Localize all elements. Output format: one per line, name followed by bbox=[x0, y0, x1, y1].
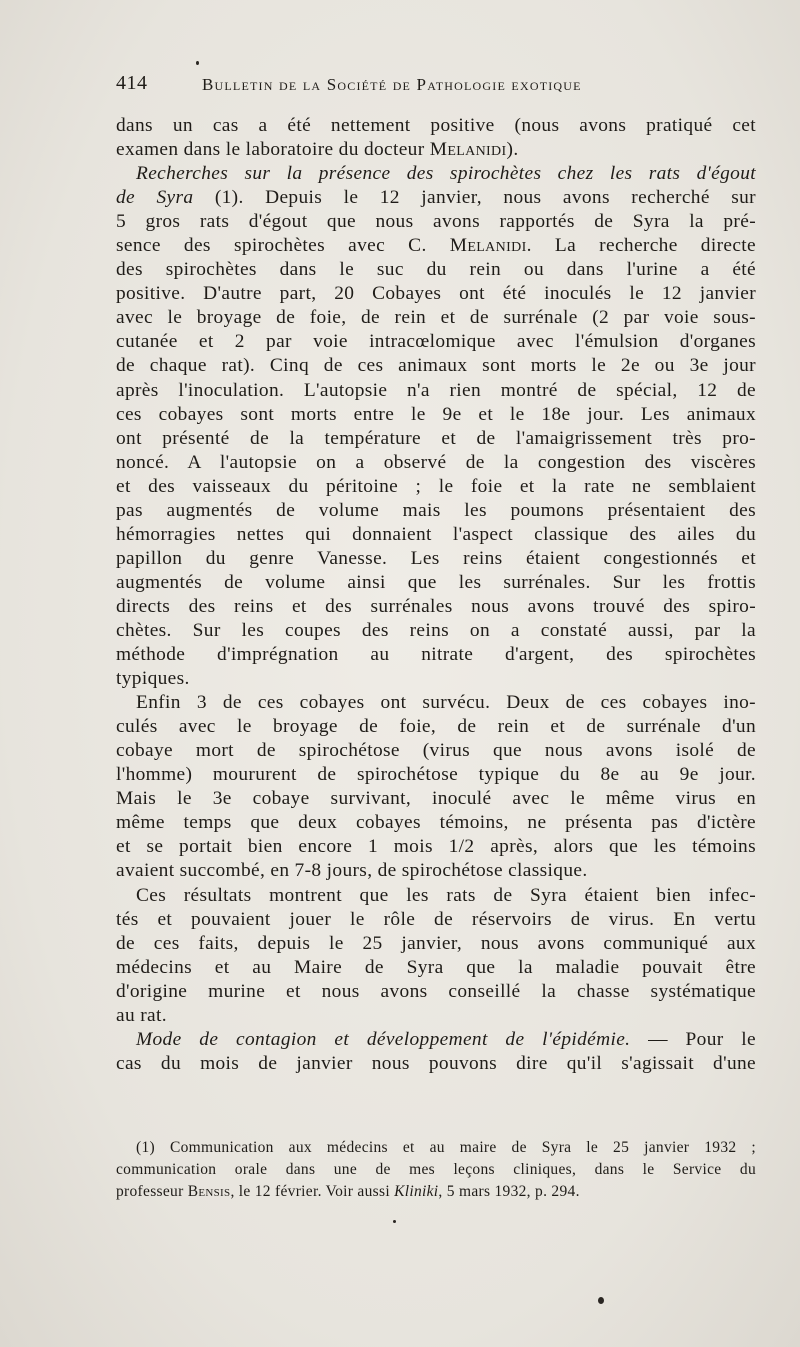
section-heading: Mode de contagion et développement de l'épidémie. bbox=[136, 1028, 631, 1050]
text-line bbox=[116, 138, 756, 162]
section-heading-continued: de Syra bbox=[116, 187, 194, 209]
text-span: . La recherche directe bbox=[526, 235, 756, 257]
text-line: cas du mois de janvier nous pouvons dire qu'il s'agissait d'une bbox=[116, 1052, 756, 1074]
ink-speck bbox=[196, 61, 199, 65]
text-line: et se portait bien encore 1 mois 1/2 après, alors que les témoins bbox=[116, 836, 756, 858]
ink-speck bbox=[393, 1220, 396, 1223]
text-line: Ces résultats montrent que les rats de Syra étaient bien infec- bbox=[136, 884, 756, 906]
text-line bbox=[116, 234, 756, 258]
text-span: professeur bbox=[116, 1183, 188, 1200]
text-line: directs des reins et des surrénales nous avons trouvé des spiro- bbox=[116, 595, 756, 617]
text-line bbox=[116, 1028, 756, 1052]
footnote-line: communication orale dans une de mes leçons cliniques, dans le Service du bbox=[116, 1161, 756, 1178]
ink-speck bbox=[598, 1297, 604, 1304]
footnote-line bbox=[116, 1181, 756, 1203]
text-line: noncé. A l'autopsie on a observé de la congestion des viscères bbox=[116, 451, 756, 473]
text-span: , le 12 février. Voir aussi bbox=[230, 1183, 395, 1200]
text-line: avaient succombé, en 7-8 jours, de spirochétose classique. bbox=[116, 860, 588, 882]
text-line: augmentés de volume ainsi que les surrénales. Sur les frottis bbox=[116, 571, 756, 593]
text-line: de ces faits, depuis le 25 janvier, nous avons communiqué aux bbox=[116, 932, 756, 954]
section-heading: Recherches sur la présence des spirochètes chez les rats d'égout bbox=[136, 163, 756, 185]
text-line: positive. D'autre part, 20 Cobayes ont été inoculés le 12 janvier bbox=[116, 283, 756, 305]
text-line: Mais le 3e cobaye survivant, inoculé avec le même virus en bbox=[116, 788, 756, 810]
journal-title: Kliniki bbox=[394, 1183, 439, 1200]
author-name: Melanidi bbox=[449, 235, 527, 257]
text-line: méthode d'imprégnation au nitrate d'argent, des spirochètes bbox=[116, 644, 756, 666]
text-line: pas augmentés de volume mais les poumons présentaient des bbox=[116, 499, 756, 521]
text-span: sence des spirochètes avec C. bbox=[116, 235, 450, 257]
text-span: — Pour le bbox=[630, 1028, 756, 1050]
text-line: de chaque rat). Cinq de ces animaux sont morts le 2e ou 3e jour bbox=[116, 355, 756, 377]
text-line: l'homme) moururent de spirochétose typique du 8e au 9e jour. bbox=[116, 764, 756, 786]
text-line: hémorragies nettes qui donnaient l'aspect classique des ailes du bbox=[116, 523, 756, 545]
author-name: Melanidi bbox=[429, 139, 507, 161]
text-line: dans un cas a été nettement positive (nous avons pratiqué cet bbox=[116, 115, 756, 136]
page-header bbox=[116, 72, 756, 102]
footnote bbox=[116, 1137, 756, 1203]
text-line: 5 gros rats d'égout que nous avons rapportés de Syra la pré- bbox=[116, 211, 756, 233]
page-number: 414 bbox=[116, 72, 148, 94]
text-line: avec le broyage de foie, de rein et de surrénale (2 par voie sous- bbox=[116, 307, 756, 329]
text-span: , 5 mars 1932, p. 294. bbox=[438, 1183, 580, 1200]
text-line: culés avec le broyage de foie, de rein et de surrénale d'un bbox=[116, 716, 756, 738]
text-span: (1). Depuis le 12 janvier, nous avons recherché sur bbox=[193, 187, 756, 209]
text-line: cutanée et 2 par voie intracœlomique avec l'émulsion d'organes bbox=[116, 331, 756, 353]
text-line: même temps que deux cobayes témoins, ne présenta pas d'ictère bbox=[116, 812, 756, 834]
footnote-line: (1) Communication aux médecins et au maire de Syra le 25 janvier 1932 ; bbox=[136, 1139, 756, 1156]
text-line: tés et pouvaient jouer le rôle de réservoirs de virus. En vertu bbox=[116, 908, 756, 930]
text-line: ces cobayes sont morts entre le 9e et le 18e jour. Les animaux bbox=[116, 403, 756, 425]
text-line: papillon du genre Vanesse. Les reins étaient congestionnés et bbox=[116, 547, 756, 569]
text-line: ont présenté de la température et de l'amaigrissement très pro- bbox=[116, 427, 756, 449]
text-line: cobaye mort de spirochétose (virus que nous avons isolé de bbox=[116, 740, 756, 762]
text-line: médecins et au Maire de Syra que la maladie pouvait être bbox=[116, 956, 756, 978]
text-line: chètes. Sur les coupes des reins on a constaté aussi, par la bbox=[116, 619, 756, 641]
text-line: et des vaisseaux du péritoine ; le foie et la rate ne semblaient bbox=[116, 475, 756, 497]
text-line: d'origine murine et nous avons conseillé la chasse systématique bbox=[116, 980, 756, 1002]
text-span: examen dans le laboratoire du docteur bbox=[116, 139, 430, 161]
text-line: des spirochètes dans le suc du rein ou dans l'urine a été bbox=[116, 259, 756, 281]
text-line: au rat. bbox=[116, 1004, 167, 1026]
text-line bbox=[116, 186, 756, 210]
text-line: typiques. bbox=[116, 668, 190, 690]
text-line: après l'inoculation. L'autopsie n'a rien montré de spécial, 12 de bbox=[116, 379, 756, 401]
author-name: Bensis bbox=[187, 1183, 231, 1200]
body-text bbox=[116, 114, 756, 1076]
running-head: Bulletin de la Société de Pathologie exotique bbox=[202, 75, 582, 94]
text-line: Enfin 3 de ces cobayes ont survécu. Deux de ces cobayes ino- bbox=[136, 692, 756, 714]
text-span: ). bbox=[506, 139, 519, 161]
